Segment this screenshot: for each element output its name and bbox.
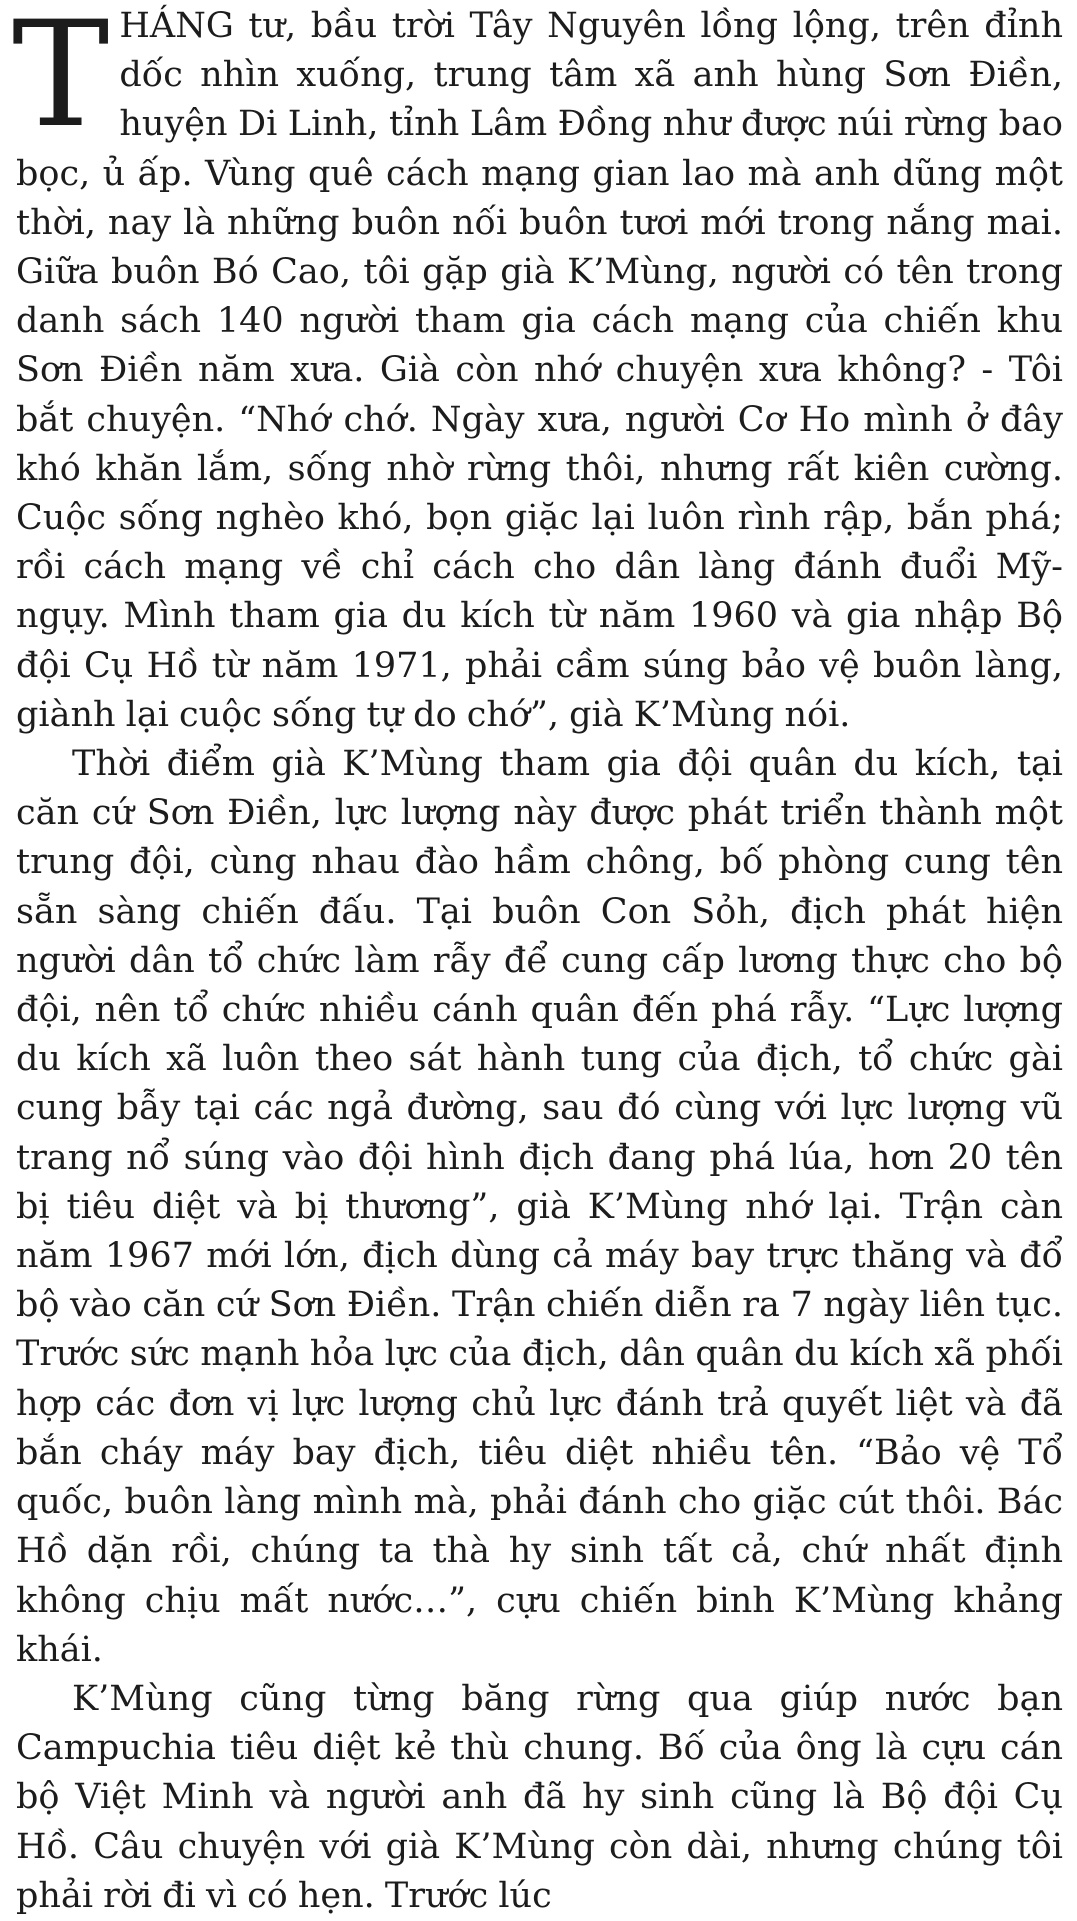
paragraph-3: K’Mùng cũng từng băng rừng qua giúp nước bạn Campuchia tiêu diệt kẻ thù chung. Bố của ông là cựu cán bộ Việt Minh và người anh đã hy sinh cũng là Bộ đội Cụ Hồ. Câu chuyện với già K’Mùng còn dài, nhưng chúng tôi phải rời đi vì có hẹn. Trước lúc [16, 1678, 1063, 1916]
drop-cap: T [12, 0, 110, 160]
article-body [12, 0, 1063, 1921]
paragraph-1 [12, 0, 1063, 740]
paragraph-2: Thời điểm già K’Mùng tham gia đội quân du kích, tại căn cứ Sơn Điền, lực lượng này được phát triển thành một trung đội, cùng nhau đào hầm chông, bố phòng cung tên sẵn sàng chiến đấu. Tại buôn Con Sỏh, địch phát hiện người dân tổ chức làm rẫy để cung cấp lương thực cho bộ đội, nên tổ chức nhiều cánh quân đến phá rẫy. “Lực lượng du kích xã luôn theo sát hành tung của địch, tổ chức gài cung bẫy tại các ngả đường, sau đó cùng với lực lượng vũ trang nổ súng vào đội hình địch đang phá lúa, hơn 20 tên bị tiêu diệt và bị thương”, già K’Mùng nhớ lại. Trận càn năm 1967 mới lớn, địch dùng cả máy bay trực thăng và đổ bộ vào căn cứ Sơn Điền. Trận chiến diễn ra 7 ngày liên tục. Trước sức mạnh hỏa lực của địch, dân quân du kích xã phối hợp các đơn vị lực lượng chủ lực đánh trả quyết liệt và đã bắn cháy máy bay địch, tiêu diệt nhiều tên. “Bảo vệ Tổ quốc, buôn làng mình mà, phải đánh cho giặc cút thôi. Bác Hồ dặn rồi, chúng ta thà hy sinh tất cả, chứ nhất định không chịu mất nước…”, cựu chiến binh K’Mùng khảng khái. [16, 744, 1063, 1670]
paragraph-1-text: HÁNG tư, bầu trời Tây Nguyên lồng lộng, trên đỉnh dốc nhìn xuống, trung tâm xã anh hùng Sơn Điền, huyện Di Linh, tỉnh Lâm Đồng như được núi rừng bao bọc, ủ ấp. Vùng quê cách mạng gian lao mà anh dũng một thời, nay là những buôn nối buôn tươi mới trong nắng mai. Giữa buôn Bó Cao, tôi gặp già K’Mùng, người có tên trong danh sách 140 người tham gia cách mạng của chiến khu Sơn Điền năm xưa. Già còn nhớ chuyện xưa không? - Tôi bắt chuyện. “Nhớ chớ. Ngày xưa, người Cơ Ho mình ở đây khó khăn lắm, sống nhờ rừng thôi, nhưng rất kiên cường. Cuộc sống nghèo khó, bọn giặc lại luôn rình rập, bắn phá; rồi cách mạng về chỉ cách cho dân làng đánh đuổi Mỹ-ngụy. Mình tham gia du kích từ năm 1960 và gia nhập Bộ đội Cụ Hồ từ năm 1971, phải cầm súng bảo vệ buôn làng, giành lại cuộc sống tự do chớ”, già K’Mùng nói. [16, 6, 1063, 735]
